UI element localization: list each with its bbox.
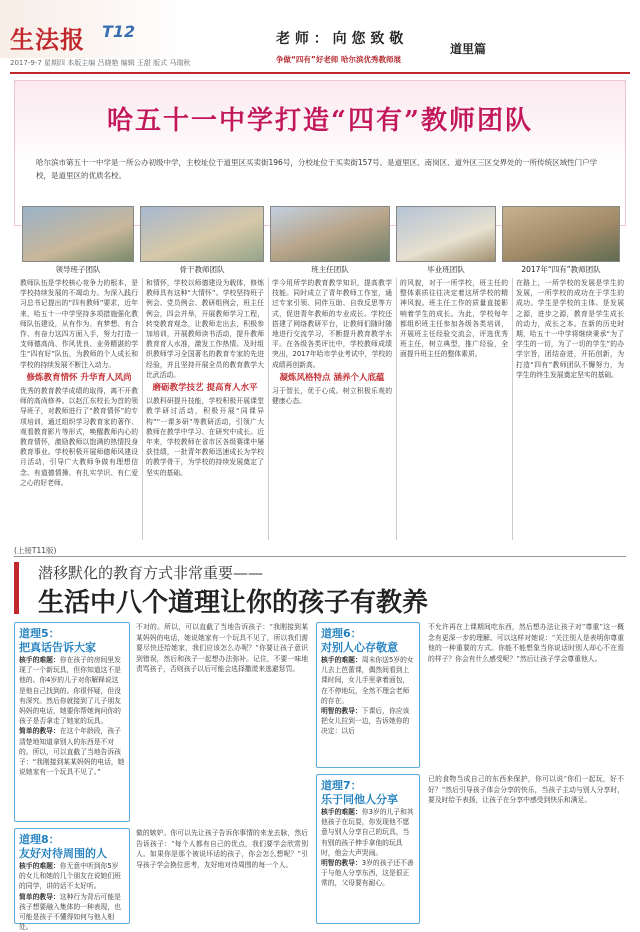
tip-7-box [316, 774, 420, 924]
tip-number: 道理7： [321, 779, 362, 792]
feature-kicker: 潜移默化的教育方式非常重要—— [38, 564, 264, 582]
paragraph: 优秀的教育教学成绩的取得，离不开教师的高尚修养。以赵江东校长为首的领导班子，对教师进行了“教育情怀”的专项培训，通过组织学习教育家的著作、观看教育影片等形式，唤醒教师内心的教育情怀，激励教师以饱满的热情投身教育事业。学校积极开展师德师风建设月活动，引导广大教师争做有理想信念、有道德情操、有扎实学识、有仁爱之心的好老师。 [20, 387, 138, 487]
article-column-5 [516, 278, 624, 540]
tip-7-continued: 已的食物当成自己的东西来保护，你可以说“你们一起玩，好不好？”然后引导孩子体会分享的快乐，当孩子主动与别人分享时，要及时给予表扬，让孩子在分享中感受到快乐和满足。 [428, 775, 624, 805]
paragraph: 的风貌，对于一所学校，班主任的整体素质往往决定着这所学校的精神风貌。班主任工作的质量直接影响着学生的成长。为此，学校每年都组织班主任参加各级各类培训，开展班主任经验交流会，评选优秀班主任，树立典型，推广经验，全面提升班主任的整体素质。 [400, 279, 508, 359]
photo-caption: 领导班子团队 [55, 265, 101, 274]
article-column-1 [20, 278, 138, 540]
answer-label: 明智的教导： [321, 859, 362, 868]
tip-title: 对别人心存敬意 [321, 641, 398, 654]
photo-caption: 2017年“四有”教师团队 [521, 265, 601, 274]
tip-title: 友好对待周围的人 [19, 847, 107, 860]
masthead [0, 0, 640, 74]
problem-text: 你3岁的儿子和其他孩子在玩耍，你发现他不愿意与别人分享自己的玩具，当有别的孩子伸手拿他的玩具时，他会大声哭闹。 [321, 808, 414, 857]
problem-text: 你无意中听到你5岁的女儿和她的几个朋友在说她们班的同学，讲的话不太好听。 [19, 862, 121, 891]
column-rule [268, 278, 269, 540]
answer-text: 下课后，你应该把女儿拉到一边，告诉她你的决定：以后 [321, 707, 410, 736]
subheading: 磨砺教学技艺 提高育人水平 [152, 383, 258, 394]
section-label: 道里篇 [450, 42, 487, 56]
section-divider [14, 556, 626, 557]
problem-label: 核手的难题： [19, 862, 60, 870]
subheading: 修炼教育情怀 升华育人风尚 [26, 372, 132, 383]
tip-6-continued: 不允许再在上课期间吃东西，然后想办法让孩子对“尊重”这一概念有更深一步的理解。可以这样对她说：“关注别人是表明你尊重他的一种重要的方式。你能不能想象当你说话时别人却心不在焉的样子？你会有什么感受呢？”然后让孩子学会尊重他人。 [428, 623, 624, 663]
tip-6-box [316, 622, 420, 768]
tip-number: 道理8： [19, 833, 60, 846]
paragraph: 学今用所学的教育教学知识，提高教学技能。同时成立了青年教师工作室，通过专家引领、同伴互助、自我反思等方式，促进青年教师的专业成长。学校还搭建了网络教研平台，让教师们随时随地进行交流学习，不断提升教育教学水平。在各级各类评比中，学校教师成绩突出，2017年哈市学业考试中，学校的成绩再创新高。 [272, 279, 392, 369]
masthead-rule [10, 72, 630, 74]
column-slogan: 老 师 ： 向 您 致 敬 [276, 31, 404, 47]
column-rule [396, 278, 397, 540]
tip-8-continued: 做的嫉妒。你可以先让孩子告诉你事情的来龙去脉，然后告诉孩子：“每个人都有自己的优点，我们要学会欣赏别人。如果你是那个被说坏话的孩子，你会怎么想呢？”引导孩子学会换位思考，友好地对待周围的每一个人。 [136, 829, 308, 869]
article-column-3 [272, 278, 392, 540]
dateline: 2017-9-7 星期四 本版主编 吕晓艳 编辑 王甜 版式 马瑞秋 [10, 59, 191, 67]
article-column-2 [146, 278, 264, 540]
photo-homeroom-teachers [270, 206, 390, 262]
answer-label: 明智的教导： [321, 707, 362, 716]
problem-text: 周末你送5岁的女儿去上芭蕾课，偶然间看到上课时间，女儿手里拿着面包，在不停地玩，全然不理会老师的存在。 [321, 656, 414, 705]
paragraph: 以教科研提升技能，学校积极开展课堂教学研讨活动，积极开展“同课异构”“一课多研”等教研活动，引领广大教师在教学中学习、在研究中成长。近年来，学校教师在省市区各级赛课中屡获佳绩，一批青年教师迅速成长为学校的教学骨干，为学校的持续发展奠定了坚实的基础。 [146, 397, 264, 477]
subheading: 凝炼风格特点 涵养个人底蕴 [279, 372, 385, 383]
page-number: T12 [102, 22, 136, 41]
column-rule [142, 278, 143, 540]
photo-leadership-team [22, 206, 134, 262]
photo-caption: 毕业班团队 [427, 265, 465, 274]
column-rule [512, 278, 513, 540]
answer-text: 3岁的孩子还不善于与他人分享东西，这是很正常的，父母要有耐心。 [321, 859, 414, 888]
tip-5-box [14, 622, 130, 822]
answer-text: 在这个年龄段，孩子清楚地知道拿别人的东西是不对的。所以，可以直截了当地告诉孩子：“我刚接到某某妈妈的电话，她说她家有一个玩具不见了。” [19, 727, 125, 777]
tip-title: 乐于同他人分享 [321, 793, 398, 806]
answer-text: 这种行为背后可能是孩子想要融入集体的一种表现，也可能是孩子不懂得如何与他人相处。 [19, 892, 121, 932]
tip-number: 道理5： [19, 627, 60, 640]
problem-label: 核手的难题： [19, 656, 60, 664]
answer-label: 简单的教导： [19, 892, 60, 901]
tip-number: 道理6： [321, 627, 362, 640]
problem-label: 核手的难题： [321, 808, 362, 816]
paragraph: 习于智长，优于心成。树立积极乐观的健康心态。 [272, 387, 392, 406]
headline-accent-bar [14, 562, 19, 614]
tip-8-box [14, 828, 130, 932]
problem-text: 你在孩子的房间里发现了一个新玩具，但你知道这不是他的。你4岁的儿子对你解释说这是他自己找到的。你很怀疑，但没有深究。然后你就接到了儿子朋友妈妈的电话，她要你帮她询问你的孩子是否拿走了她家的玩具。 [19, 656, 121, 726]
banner-intro: 哈尔滨市第五十一中学是一所公办初级中学，主校址位于道里区买卖街196号，分校址位于买卖街157号。是道里区、南岗区、道外区三区交界处的一所传统区域性门户学校，是道里区的优质名校。 [36, 158, 598, 180]
paragraph: 在路上，一所学校的发展是学生的发展，一所学校的成功在于学生的成功。学生是学校的主体。是发展之源，进步之源，教育是学生成长的动力，成长之本。在新的历史时期，哈五十一中学将继续秉承“为了学生的一切，为了一切的学生”的办学宗旨，团结奋进，开拓创新，为打造“四有”教师团队不懈努力，为学生的终生发展奠定坚实的基础。 [516, 279, 624, 379]
tip-5-continued: 不对的。所以，可以直截了当地告诉孩子：“我刚接到某某妈妈的电话，她说她家有一个玩具不见了，所以我们需要尽快还给她家，我们应该怎么办呢？”你要让孩子意识到错误，然后和孩子一起想办法弥补。记住，不要一味地责骂孩子，否则孩子以后可能会选择撒谎来逃避惩罚。 [136, 623, 308, 674]
banner-title: 哈五十一中学打造“四有”教师团队 [107, 106, 533, 136]
photo-2017-team [502, 206, 620, 262]
article-column-4 [400, 278, 508, 540]
continued-from: (上接T11版) [14, 546, 57, 555]
answer-label: 简单的教导： [19, 727, 60, 736]
column-subslogan: 争做“四有”好老师 哈尔滨优秀教师展 [276, 55, 401, 64]
photo-caption: 骨干教师团队 [179, 265, 225, 274]
paragraph: 教师队伍是学校核心竞争力的根本，是学校持续发展的不竭动力。为深入践行习总书记提出的“四有教师”要求，近年来，哈五十一中学坚持多项措施强化教师队伍建设，从有作为、有梦想、有合作、有奋力这四方面入手，努力打造一支师德高尚、作风优良、业务精湛的学生“四有好”队伍，为教师的个人成长和学校的持续发展不断注入动力。 [20, 279, 138, 369]
photo-caption: 班主任团队 [311, 265, 349, 274]
feature-headline: 生活中八个道理让你的孩子有教养 [38, 588, 429, 618]
newspaper-logo: 生法报 [10, 25, 85, 54]
paragraph: 和情怀，学校以师德建设为载体，修炼教师具有这种“大情怀”。学校坚持班子例会、党员例会、教研组例会，班主任例会，四会并举，开展教师学习工程，转变教育观念，让教师走出去，积极参加培训，开展教师读书活动，提升教师教育育人水准，激发工作热情。及时组织教师学习全国著名的教育专家的先进经验，并且坚持开展全员的教育教学大比武活动。 [146, 279, 264, 379]
photo-graduating-class-team [396, 206, 496, 262]
problem-label: 核手的难题： [321, 656, 362, 664]
photo-backbone-teachers [140, 206, 264, 262]
tip-title: 把真话告诉大家 [19, 641, 96, 654]
